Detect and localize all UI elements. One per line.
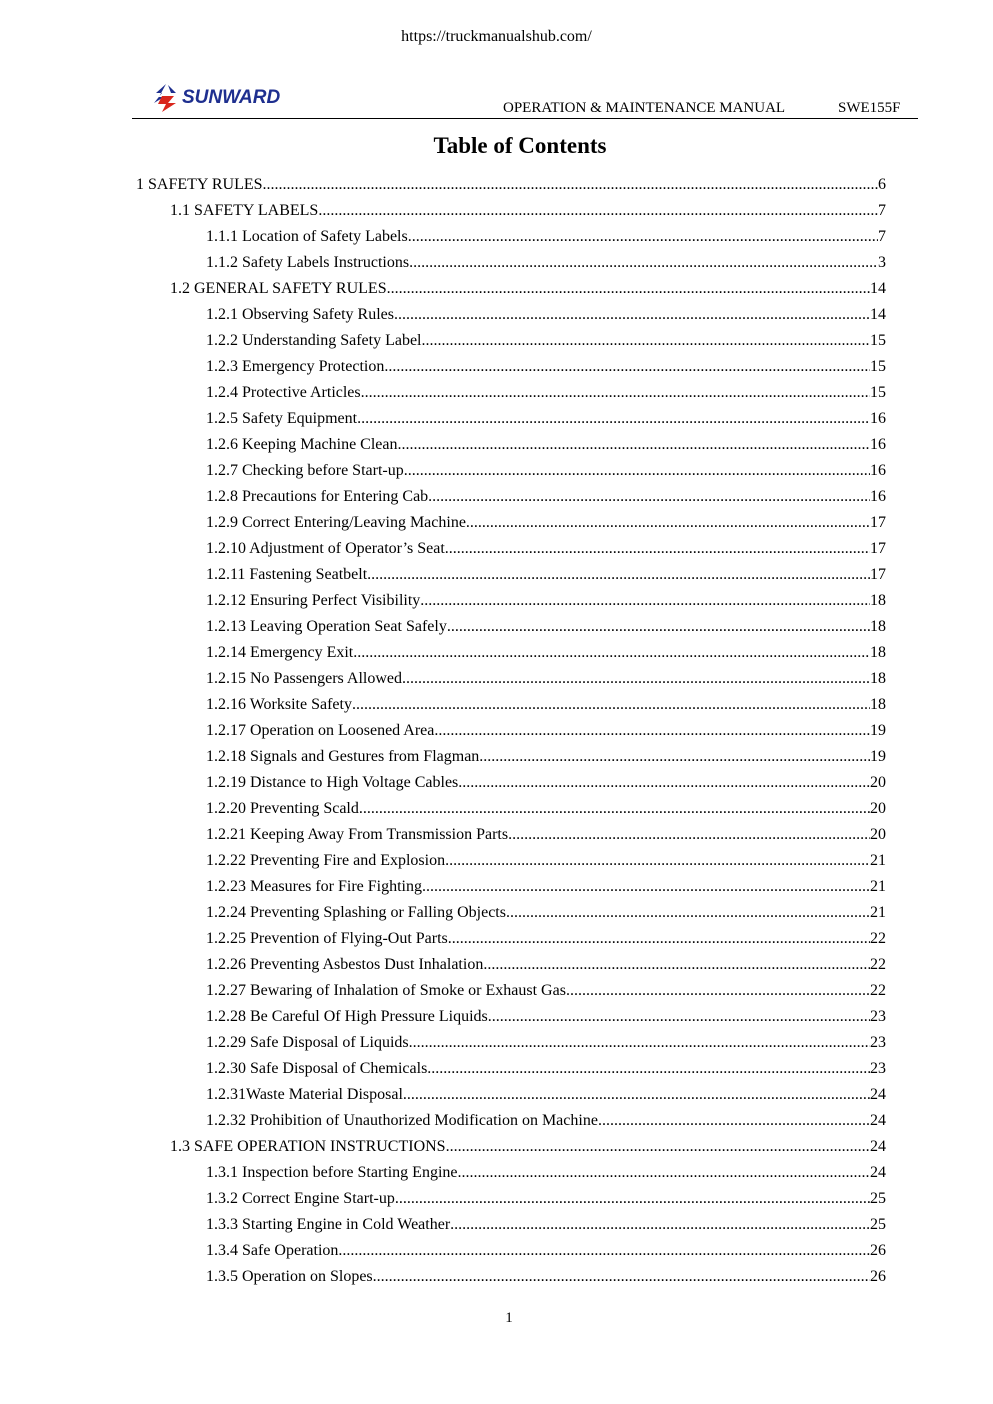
toc-entry[interactable]	[0, 1160, 993, 1186]
table-of-contents	[0, 172, 993, 1290]
toc-entry-label: 1.2.17 Operation on Loosened Area	[206, 722, 435, 739]
toc-entry-row	[206, 510, 886, 536]
toc-leader-dots	[367, 562, 870, 588]
toc-entry-label: 1.2.2 Understanding Safety Label	[206, 332, 422, 349]
toc-entry-page: 15	[870, 384, 886, 401]
toc-entry[interactable]	[0, 640, 993, 666]
toc-entry-label: 1.2.26 Preventing Asbestos Dust Inhalation	[206, 956, 484, 973]
toc-entry-row	[206, 562, 886, 588]
toc-entry-page: 24	[870, 1112, 886, 1129]
toc-entry-row	[206, 796, 886, 822]
toc-leader-dots	[373, 1264, 870, 1290]
toc-entry-row	[206, 1160, 886, 1186]
toc-leader-dots	[450, 1212, 870, 1238]
toc-entry[interactable]	[0, 380, 993, 406]
toc-leader-dots	[566, 978, 870, 1004]
toc-leader-dots	[445, 536, 870, 562]
toc-entry-page: 15	[870, 358, 886, 375]
toc-entry-page: 19	[870, 722, 886, 739]
toc-entry-row	[206, 1212, 886, 1238]
toc-leader-dots	[479, 744, 870, 770]
toc-entry-label: 1.2.14 Emergency Exit	[206, 644, 354, 661]
toc-entry-page: 6	[878, 176, 886, 193]
toc-leader-dots	[409, 1030, 870, 1056]
toc-entry-page: 22	[870, 930, 886, 947]
toc-entry-label: 1.1.2 Safety Labels Instructions	[206, 254, 410, 271]
toc-entry[interactable]	[0, 1212, 993, 1238]
toc-entry-row	[206, 770, 886, 796]
toc-entry-page: 14	[870, 306, 886, 323]
toc-entry-page: 18	[870, 592, 886, 609]
toc-entry[interactable]	[0, 796, 993, 822]
toc-entry-page: 21	[870, 878, 886, 895]
toc-leader-dots	[422, 328, 871, 354]
toc-entry-page: 23	[870, 1008, 886, 1025]
toc-leader-dots	[402, 666, 870, 692]
toc-entry[interactable]	[0, 614, 993, 640]
toc-entry[interactable]	[0, 510, 993, 536]
toc-entry-page: 18	[870, 696, 886, 713]
toc-entry-label: 1.2.22 Preventing Fire and Explosion	[206, 852, 446, 869]
toc-entry-label: 1.2.4 Protective Articles	[206, 384, 361, 401]
toc-leader-dots	[395, 1186, 870, 1212]
toc-entry-label: 1.2.29 Safe Disposal of Liquids	[206, 1034, 409, 1051]
toc-entry[interactable]	[0, 1030, 993, 1056]
toc-entry[interactable]	[0, 1264, 993, 1290]
toc-entry-label: 1.2.9 Correct Entering/Leaving Machine	[206, 514, 466, 531]
toc-entry-label: 1.2.3 Emergency Protection	[206, 358, 385, 375]
toc-entry-row	[170, 1134, 886, 1160]
toc-entry-label: 1.3.1 Inspection before Starting Engine	[206, 1164, 458, 1181]
sunward-logo	[152, 80, 280, 116]
toc-entry-page: 20	[870, 826, 886, 843]
toc-entry[interactable]	[0, 172, 993, 198]
toc-entry-row	[206, 302, 886, 328]
toc-entry-page: 17	[870, 514, 886, 531]
toc-entry-row	[206, 848, 886, 874]
toc-leader-dots	[506, 900, 870, 926]
toc-entry[interactable]	[0, 666, 993, 692]
toc-leader-dots	[448, 926, 870, 952]
toc-leader-dots	[403, 1082, 870, 1108]
toc-entry-row	[136, 172, 886, 198]
toc-entry-label: 1.2.16 Worksite Safety	[206, 696, 352, 713]
toc-entry-row	[206, 432, 886, 458]
toc-entry-row	[206, 900, 886, 926]
toc-entry-row	[206, 1186, 886, 1212]
toc-entry-label: 1.3 SAFE OPERATION INSTRUCTIONS	[170, 1138, 446, 1155]
toc-entry[interactable]	[0, 1004, 993, 1030]
toc-leader-dots	[352, 692, 870, 718]
toc-entry-label: 1.2.21 Keeping Away From Transmission Parts	[206, 826, 509, 843]
toc-entry[interactable]	[0, 744, 993, 770]
model-number: SWE155F	[838, 100, 901, 116]
toc-entry-page: 24	[870, 1164, 886, 1181]
toc-leader-dots	[361, 380, 870, 406]
toc-entry-label: 1.2.13 Leaving Operation Seat Safely	[206, 618, 447, 635]
toc-entry-row	[206, 822, 886, 848]
toc-entry-label: 1.3.5 Operation on Slopes	[206, 1268, 373, 1285]
toc-entry-label: 1.2.18 Signals and Gestures from Flagman	[206, 748, 480, 765]
toc-entry-page: 23	[870, 1034, 886, 1051]
toc-entry-row	[206, 406, 886, 432]
toc-entry-label: 1.2.24 Preventing Splashing or Falling Objects	[206, 904, 506, 921]
toc-entry-label: 1.2.15 No Passengers Allowed	[206, 670, 402, 687]
toc-entry[interactable]	[0, 718, 993, 744]
toc-entry-page: 24	[870, 1086, 886, 1103]
toc-leader-dots	[428, 484, 870, 510]
toc-leader-dots	[483, 952, 870, 978]
toc-entry-label: 1.2.32 Prohibition of Unauthorized Modification on Machine	[206, 1112, 598, 1129]
toc-entry[interactable]	[0, 588, 993, 614]
toc-entry[interactable]	[0, 1134, 993, 1160]
toc-entry[interactable]	[0, 978, 993, 1004]
toc-entry-label: 1.2.23 Measures for Fire Fighting	[206, 878, 422, 895]
toc-entry-row	[206, 380, 886, 406]
toc-entry-page: 17	[870, 566, 886, 583]
toc-entry-row	[206, 640, 886, 666]
toc-entry-row	[206, 536, 886, 562]
toc-leader-dots	[458, 1160, 871, 1186]
toc-entry-page: 16	[870, 462, 886, 479]
toc-leader-dots	[387, 276, 870, 302]
toc-entry[interactable]	[0, 458, 993, 484]
toc-entry-label: 1.3.2 Correct Engine Start-up	[206, 1190, 395, 1207]
source-url: https://truckmanualshub.com/	[401, 28, 592, 45]
toc-entry[interactable]	[0, 1108, 993, 1134]
toc-entry-row	[206, 874, 886, 900]
toc-entry[interactable]	[0, 1238, 993, 1264]
toc-entry-page: 16	[870, 436, 886, 453]
toc-entry-row	[206, 224, 886, 250]
toc-entry[interactable]	[0, 302, 993, 328]
page-number: 1	[505, 1310, 513, 1326]
toc-leader-dots	[446, 1134, 870, 1160]
toc-entry-label: 1.3.3 Starting Engine in Cold Weather	[206, 1216, 451, 1233]
page-title: Table of Contents	[433, 133, 607, 158]
toc-entry[interactable]	[0, 276, 993, 302]
toc-leader-dots	[384, 354, 870, 380]
toc-leader-dots	[359, 796, 870, 822]
toc-entry-row	[206, 978, 886, 1004]
toc-entry-label: 1.2.8 Precautions for Entering Cab	[206, 488, 429, 505]
toc-entry-row	[206, 354, 886, 380]
logo-text: SUNWARD	[182, 87, 281, 108]
toc-entry-row	[206, 926, 886, 952]
toc-entry-row	[206, 484, 886, 510]
toc-leader-dots	[263, 172, 878, 198]
toc-entry-row	[206, 250, 886, 276]
toc-entry-row	[206, 1030, 886, 1056]
toc-entry-page: 21	[870, 852, 886, 869]
toc-entry[interactable]	[0, 952, 993, 978]
toc-entry-label: 1.2.20 Preventing Scald	[206, 800, 359, 817]
toc-entry-row	[206, 1238, 886, 1264]
toc-entry-row	[206, 744, 886, 770]
toc-entry-row	[170, 276, 886, 302]
toc-entry-page: 7	[878, 228, 886, 245]
toc-leader-dots	[420, 588, 870, 614]
toc-leader-dots	[408, 224, 878, 250]
toc-entry-row	[206, 1056, 886, 1082]
toc-entry-page: 7	[878, 202, 886, 219]
toc-entry[interactable]	[0, 406, 993, 432]
toc-entry-row	[206, 666, 886, 692]
toc-leader-dots	[394, 302, 870, 328]
toc-entry[interactable]	[0, 692, 993, 718]
toc-entry[interactable]	[0, 822, 993, 848]
toc-entry-page: 26	[870, 1268, 886, 1285]
toc-entry-label: 1.2.28 Be Careful Of High Pressure Liquids	[206, 1008, 488, 1025]
toc-entry-label: 1.2.27 Bewaring of Inhalation of Smoke or Exhaust Gas	[206, 982, 566, 999]
toc-entry-row	[206, 1264, 886, 1290]
toc-entry[interactable]	[0, 484, 993, 510]
toc-entry[interactable]	[0, 1056, 993, 1082]
toc-entry-label: 1.1.1 Location of Safety Labels	[206, 228, 408, 245]
toc-leader-dots	[338, 1238, 870, 1264]
manual-title: OPERATION & MAINTENANCE MANUAL	[503, 100, 786, 116]
toc-entry-row	[206, 588, 886, 614]
toc-entry-page: 18	[870, 644, 886, 661]
toc-entry-page: 25	[870, 1216, 886, 1233]
toc-entry[interactable]	[0, 562, 993, 588]
toc-entry-label: 1.2.31Waste Material Disposal	[206, 1086, 403, 1103]
toc-leader-dots	[434, 718, 870, 744]
toc-leader-dots	[404, 458, 870, 484]
sunward-logo-icon	[152, 83, 178, 113]
toc-entry[interactable]	[0, 848, 993, 874]
toc-entry-page: 18	[870, 618, 886, 635]
toc-entry-label: 1.2.11 Fastening Seatbelt	[206, 566, 368, 583]
toc-entry-page: 16	[870, 488, 886, 505]
toc-entry-row	[206, 692, 886, 718]
toc-entry-row	[206, 458, 886, 484]
toc-leader-dots	[458, 770, 870, 796]
toc-entry-row	[206, 1082, 886, 1108]
toc-entry-label: 1.2.19 Distance to High Voltage Cables	[206, 774, 459, 791]
toc-entry[interactable]	[0, 926, 993, 952]
toc-leader-dots	[427, 1056, 870, 1082]
toc-entry-page: 22	[870, 956, 886, 973]
toc-entry[interactable]	[0, 1082, 993, 1108]
toc-entry-page: 3	[878, 254, 886, 271]
toc-entry-page: 25	[870, 1190, 886, 1207]
toc-entry[interactable]	[0, 900, 993, 926]
toc-entry[interactable]	[0, 874, 993, 900]
toc-entry-page: 23	[870, 1060, 886, 1077]
toc-entry-row	[170, 198, 886, 224]
header-divider	[132, 118, 918, 119]
toc-entry-row	[206, 952, 886, 978]
toc-entry-label: 1.1 SAFETY LABELS	[170, 202, 319, 219]
toc-entry-page: 18	[870, 670, 886, 687]
toc-entry-page: 22	[870, 982, 886, 999]
toc-entry-row	[206, 328, 886, 354]
toc-leader-dots	[488, 1004, 870, 1030]
toc-entry-page: 20	[870, 774, 886, 791]
toc-entry-row	[206, 718, 886, 744]
toc-leader-dots	[353, 640, 870, 666]
toc-leader-dots	[445, 848, 870, 874]
toc-entry-label: 1.2.5 Safety Equipment	[206, 410, 358, 427]
toc-entry-label: 1.2.10 Adjustment of Operator’s Seat	[206, 540, 445, 557]
toc-entry[interactable]	[0, 224, 993, 250]
toc-entry[interactable]	[0, 354, 993, 380]
toc-entry-label: 1.2.25 Prevention of Flying-Out Parts	[206, 930, 448, 947]
toc-entry[interactable]	[0, 770, 993, 796]
toc-entry-label: 1.2.6 Keeping Machine Clean	[206, 436, 398, 453]
toc-entry-page: 16	[870, 410, 886, 427]
toc-leader-dots	[422, 874, 870, 900]
toc-leader-dots	[398, 432, 871, 458]
toc-entry-label: 1.3.4 Safe Operation	[206, 1242, 339, 1259]
toc-entry-row	[206, 614, 886, 640]
toc-entry-row	[206, 1108, 886, 1134]
toc-entry-page: 20	[870, 800, 886, 817]
toc-leader-dots	[508, 822, 870, 848]
toc-leader-dots	[447, 614, 870, 640]
toc-entry[interactable]	[0, 432, 993, 458]
toc-leader-dots	[598, 1108, 870, 1134]
toc-entry-label: 1.2.30 Safe Disposal of Chemicals	[206, 1060, 428, 1077]
toc-entry[interactable]	[0, 328, 993, 354]
toc-entry-page: 17	[870, 540, 886, 557]
toc-entry[interactable]	[0, 198, 993, 224]
toc-entry[interactable]	[0, 1186, 993, 1212]
toc-entry[interactable]	[0, 250, 993, 276]
toc-leader-dots	[409, 250, 878, 276]
toc-entry-page: 19	[870, 748, 886, 765]
toc-entry-page: 26	[870, 1242, 886, 1259]
toc-entry-page: 24	[870, 1138, 886, 1155]
toc-entry-row	[206, 1004, 886, 1030]
toc-entry-label: 1.2.12 Ensuring Perfect Visibility	[206, 592, 421, 609]
toc-leader-dots	[357, 406, 870, 432]
toc-entry-label: 1.2.1 Observing Safety Rules	[206, 306, 394, 323]
toc-entry-page: 21	[870, 904, 886, 921]
toc-entry-page: 14	[870, 280, 886, 297]
toc-entry-label: 1.2 GENERAL SAFETY RULES	[170, 280, 387, 297]
toc-leader-dots	[466, 510, 870, 536]
toc-entry-label: 1 SAFETY RULES	[136, 176, 263, 193]
toc-entry-label: 1.2.7 Checking before Start-up	[206, 462, 404, 479]
toc-leader-dots	[318, 198, 878, 224]
toc-entry[interactable]	[0, 536, 993, 562]
toc-entry-page: 15	[870, 332, 886, 349]
